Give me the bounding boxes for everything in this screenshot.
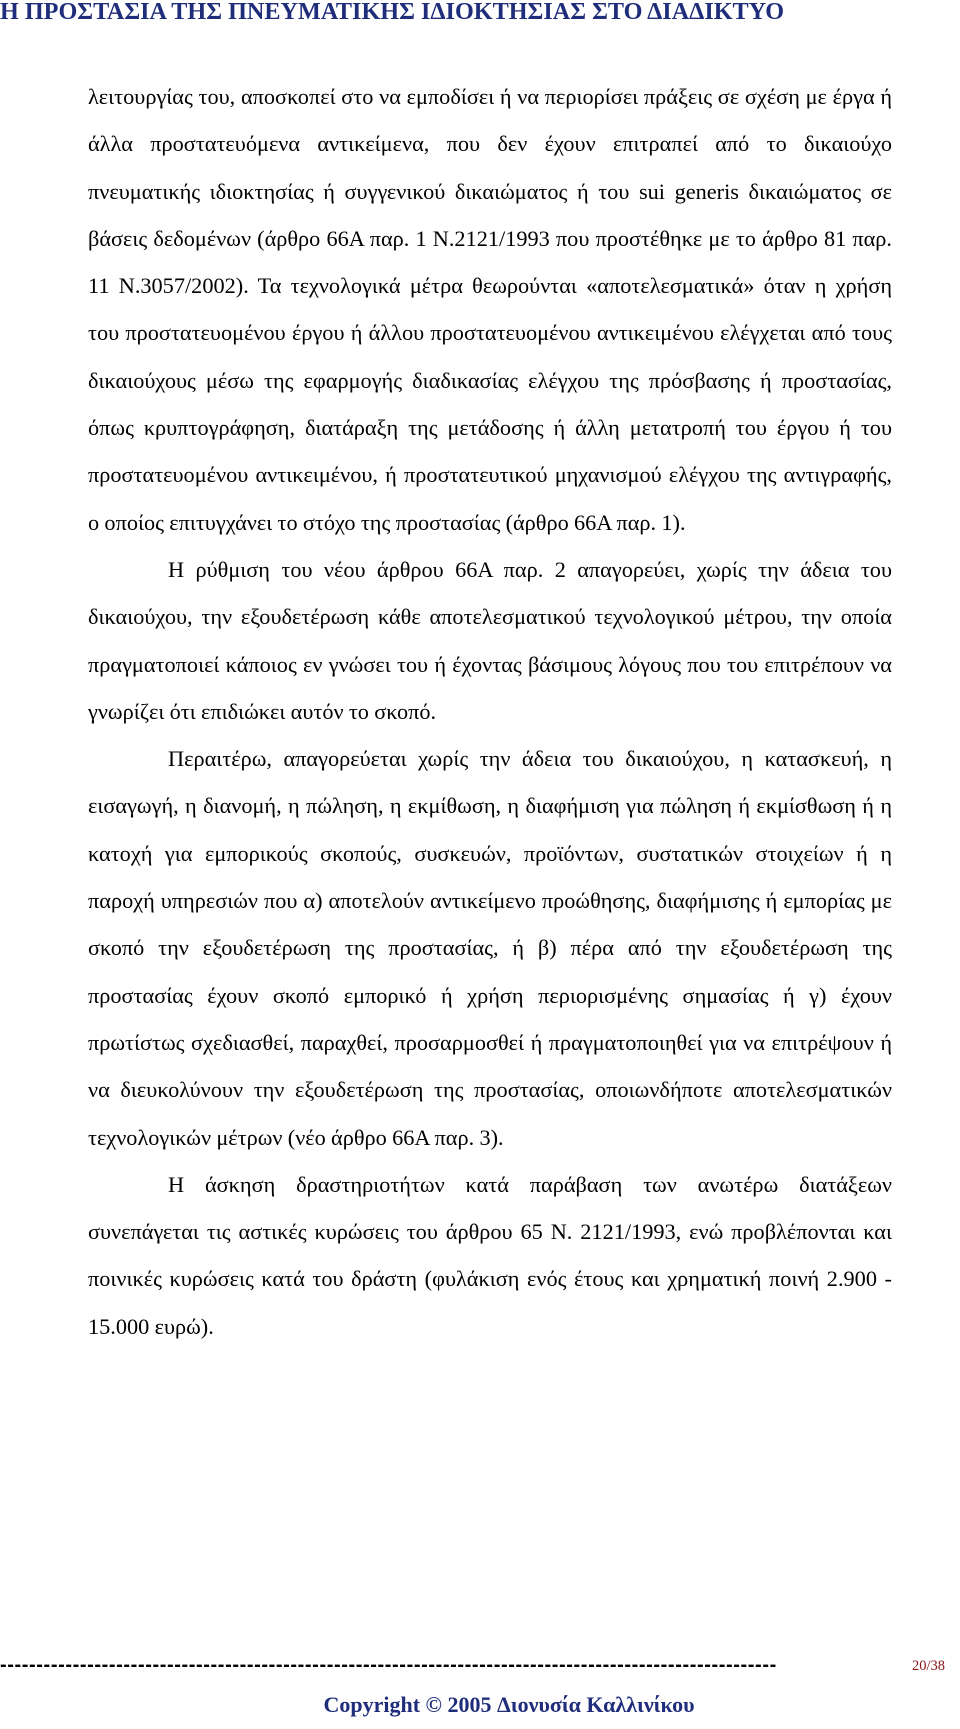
running-header xyxy=(0,0,960,24)
copyright-notice: Copyright © 2005 Διονυσία Καλλινίκου xyxy=(323,1692,695,1717)
page-number: 20/38 xyxy=(912,1658,946,1674)
running-header-title: Η ΠΡΟΣΤΑΣΙΑ ΤΗΣ ΠΝΕΥΜΑΤΙΚΗΣ ΙΔΙΟΚΤΗΣΙΑΣ ΣΤΟ ΔΙΑΔΙΚΤΥΟ xyxy=(0,0,785,24)
document-body xyxy=(88,73,892,1350)
footer-divider: ----------------------------------------------------------------------------------------------------------- xyxy=(0,1654,777,1676)
paragraph: Περαιτέρω, απαγορεύεται χωρίς την άδεια του δικαιούχου, η κατασκευή, η εισαγωγή, η διανομή, η πώληση, η εκμίθωση, η διαφήμιση για πώληση ή εκμίσθωση ή η κατοχή για εμπορικούς σκοπούς, συσκευών, προϊόντων, συστατικών στοιχείων ή η παροχή υπηρεσιών που α) αποτελούν αντικείμενο προώθησης, διαφήμισης ή εμπορίας με σκοπό την εξουδετέρωση της προστασίας, ή β) πέρα από την εξουδετέρωση της προστασίας έχουν σκοπό εμπορικό ή χρήση περιορισμένης σημασίας ή γ) έχουν πρωτίστως σχεδιασθεί, παραχθεί, προσαρμοσθεί ή πραγματοποιηθεί για να επιτρέψουν ή να διευκολύνουν την εξουδετέρωση της προστασίας, οποιωνδήποτε αποτελεσματικών τεχνολογικών μέτρων (νέο άρθρο 66Α παρ. 3). xyxy=(88,746,892,1150)
paragraph: Η ρύθμιση του νέου άρθρου 66Α παρ. 2 απαγορεύει, χωρίς την άδεια του δικαιούχου, την εξουδετέρωση κάθε αποτελεσματικού τεχνολογικού μέτρου, την οποία πραγματοποιεί κάποιος εν γνώσει του ή έχοντας βάσιμους λόγους που του επιτρέπουν να γνωρίζει ότι επιδιώκει αυτόν το σκοπό. xyxy=(88,556,892,724)
paragraph: λειτουργίας του, αποσκοπεί στο να εμποδίσει ή να περιορίσει πράξεις σε σχέση με έργα ή άλλα προστατευόμενα αντικείμενα, που δεν έχουν επιτραπεί από το δικαιούχο πνευματικής ιδιοκτησίας ή συγγενικού δικαιώματος ή του sui generis δικαιώματος σε βάσεις δεδομένων (άρθρο 66Α παρ. 1 Ν.2121/1993 που προστέθηκε με το άρθρο 81 παρ. 11 Ν.3057/2002). Τα τεχνολογικά μέτρα θεωρούνται «αποτελεσματικά» όταν η χρήση του προστατευομένου έργου ή άλλου προστατευομένου αντικειμένου ελέγχεται από τους δικαιούχους μέσω της εφαρμογής διαδικασίας ελέγχου της πρόσβασης ή προστασίας, όπως κρυπτογράφηση, διατάραξη της μετάδοσης ή άλλη μετατροπή του έργου ή του προστατευομένου αντικειμένου, ή προστατευτικού μηχανισμού ελέγχου της αντιγραφής, ο οποίος επιτυγχάνει το στόχο της προστασίας (άρθρο 66Α παρ. 1). xyxy=(88,84,892,535)
paragraph: Η άσκηση δραστηριοτήτων κατά παράβαση των ανωτέρω διατάξεων συνεπάγεται τις αστικές κυρώσεις του άρθρου 65 Ν. 2121/1993, ενώ προβλέπονται και ποινικές κυρώσεις κατά του δράστη (φυλάκιση ενός έτους και χρηματική ποινή 2.900 - 15.000 ευρώ). xyxy=(88,1171,892,1339)
